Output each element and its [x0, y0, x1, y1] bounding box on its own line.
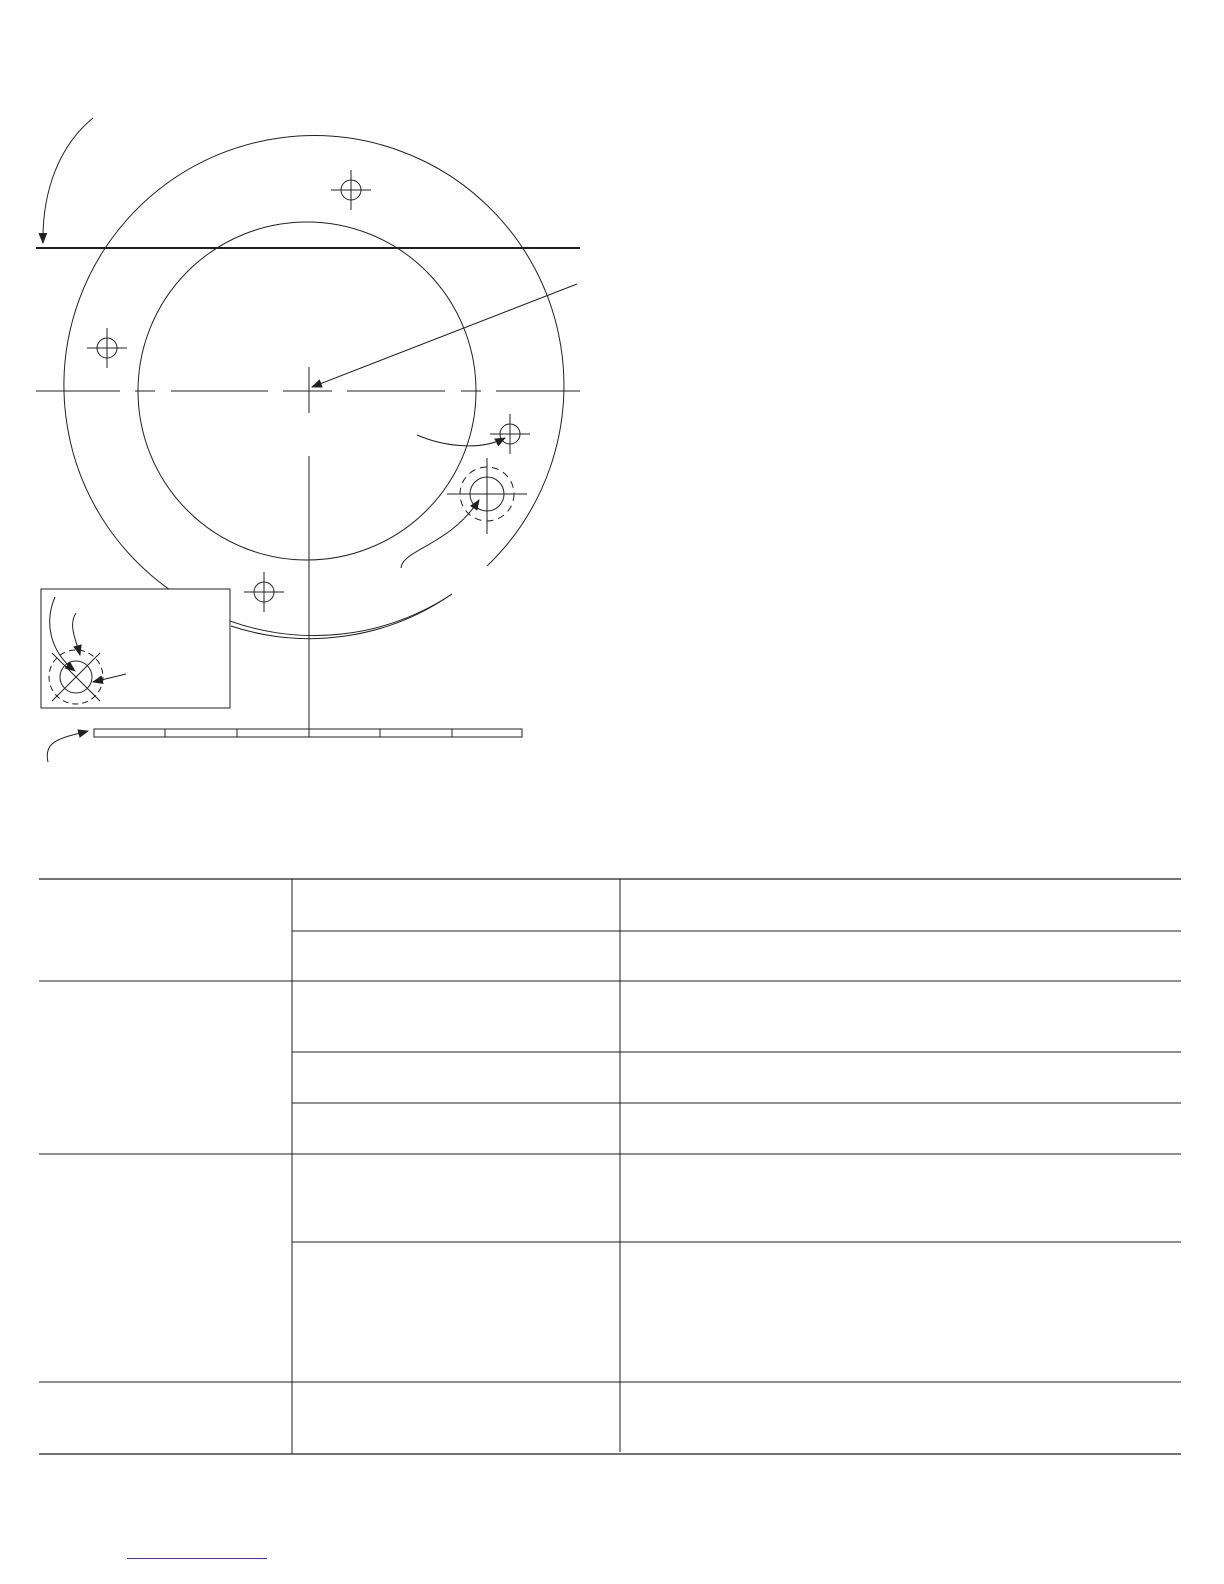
footer-link[interactable] — [127, 1548, 267, 1559]
